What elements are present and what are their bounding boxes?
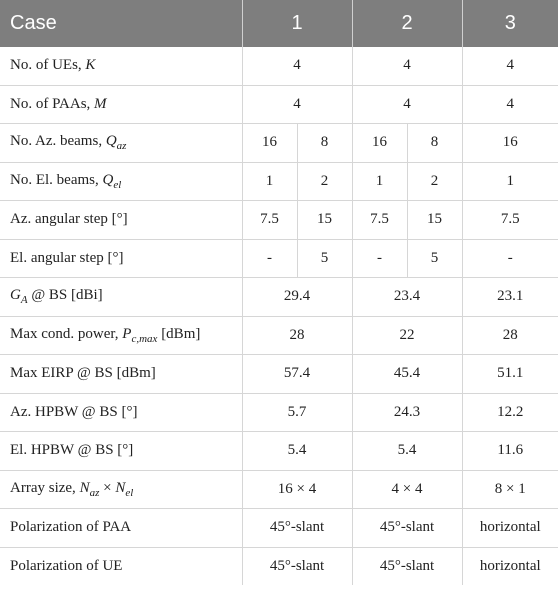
cell: 2 — [297, 162, 352, 201]
row-label: El. angular step [°] — [0, 239, 242, 278]
table-row — [0, 239, 558, 278]
table-row — [0, 85, 558, 124]
cell: 7.5 — [242, 201, 297, 240]
row-label: Max cond. power, $P_{c,max}$ [dBm] — [0, 316, 242, 355]
table-row — [0, 124, 558, 163]
cell: 16 — [352, 124, 407, 163]
cell: 7.5 — [352, 201, 407, 240]
cell: 51.1 — [462, 355, 558, 394]
row-label: Az. angular step [°] — [0, 201, 242, 240]
cell: 16 × 4 — [242, 470, 352, 509]
table-row — [0, 278, 558, 317]
cell: 45°-slant — [352, 547, 462, 585]
cell: 4 — [462, 85, 558, 124]
table-header-row — [0, 0, 558, 47]
cell: 1 — [242, 162, 297, 201]
cell: - — [242, 239, 297, 278]
cell: 28 — [242, 316, 352, 355]
cell: 8 × 1 — [462, 470, 558, 509]
row-label: No. Az. beams, $Q_{az}$ — [0, 124, 242, 163]
cell: 45°-slant — [352, 509, 462, 548]
cell: 57.4 — [242, 355, 352, 394]
header-case: Case — [0, 0, 242, 47]
cell: 4 — [242, 85, 352, 124]
cell: 5 — [407, 239, 462, 278]
cell: 5 — [297, 239, 352, 278]
table-row — [0, 432, 558, 471]
cell: horizontal — [462, 547, 558, 585]
row-label: Polarization of UE — [10, 557, 123, 574]
cell: - — [462, 239, 558, 278]
cell: 22 — [352, 316, 462, 355]
row-label: No. of PAAs, M — [0, 85, 242, 124]
table-row — [0, 201, 558, 240]
cell: 29.4 — [242, 278, 352, 317]
cell: 45.4 — [352, 355, 462, 394]
cell: 12.2 — [462, 393, 558, 432]
cell: 4 × 4 — [352, 470, 462, 509]
row-label: Array size, $N_{az} \times N_{el}$ — [0, 470, 242, 509]
cell: 8 — [407, 124, 462, 163]
cell: 1 — [462, 162, 558, 201]
cell: 5.7 — [242, 393, 352, 432]
cell: 5.4 — [352, 432, 462, 471]
cell: 45°-slant — [242, 547, 352, 585]
cell: 1 — [352, 162, 407, 201]
table-row — [0, 393, 558, 432]
cell: - — [352, 239, 407, 278]
row-label: $G_A$ @ BS [dBi] — [0, 278, 242, 317]
cell: 2 — [407, 162, 462, 201]
row-label: No. of UEs, K — [0, 47, 242, 85]
cell: 15 — [297, 201, 352, 240]
header-case-2: 2 — [352, 0, 462, 47]
header-case-3: 3 — [462, 0, 558, 47]
table-row — [0, 316, 558, 355]
cell: 23.4 — [352, 278, 462, 317]
cell: 8 — [297, 124, 352, 163]
cell: 16 — [462, 124, 558, 163]
cell: 4 — [462, 47, 558, 85]
row-label: Az. HPBW @ BS [°] — [0, 393, 242, 432]
cell: 4 — [242, 47, 352, 85]
cell: horizontal — [462, 509, 558, 548]
row-label: El. HPBW @ BS [°] — [0, 432, 242, 471]
cell: 7.5 — [462, 201, 558, 240]
cell: 4 — [352, 85, 462, 124]
cell: 4 — [352, 47, 462, 85]
table-row — [0, 162, 558, 201]
row-label: Max EIRP @ BS [dBm] — [0, 355, 242, 394]
cell: 16 — [242, 124, 297, 163]
table-row — [0, 47, 558, 85]
cell: 11.6 — [462, 432, 558, 471]
cell: 15 — [407, 201, 462, 240]
cell: 5.4 — [242, 432, 352, 471]
table-row — [0, 355, 558, 394]
cell: 24.3 — [352, 393, 462, 432]
header-case-1: 1 — [242, 0, 352, 47]
cell: 28 — [462, 316, 558, 355]
table-row — [0, 509, 558, 548]
table-row — [0, 547, 558, 585]
row-label: Polarization of PAA — [0, 509, 242, 548]
cell: 45°-slant — [242, 509, 352, 548]
cell: 23.1 — [462, 278, 558, 317]
table-row — [0, 470, 558, 509]
row-label: No. El. beams, $Q_{el}$ — [0, 162, 242, 201]
